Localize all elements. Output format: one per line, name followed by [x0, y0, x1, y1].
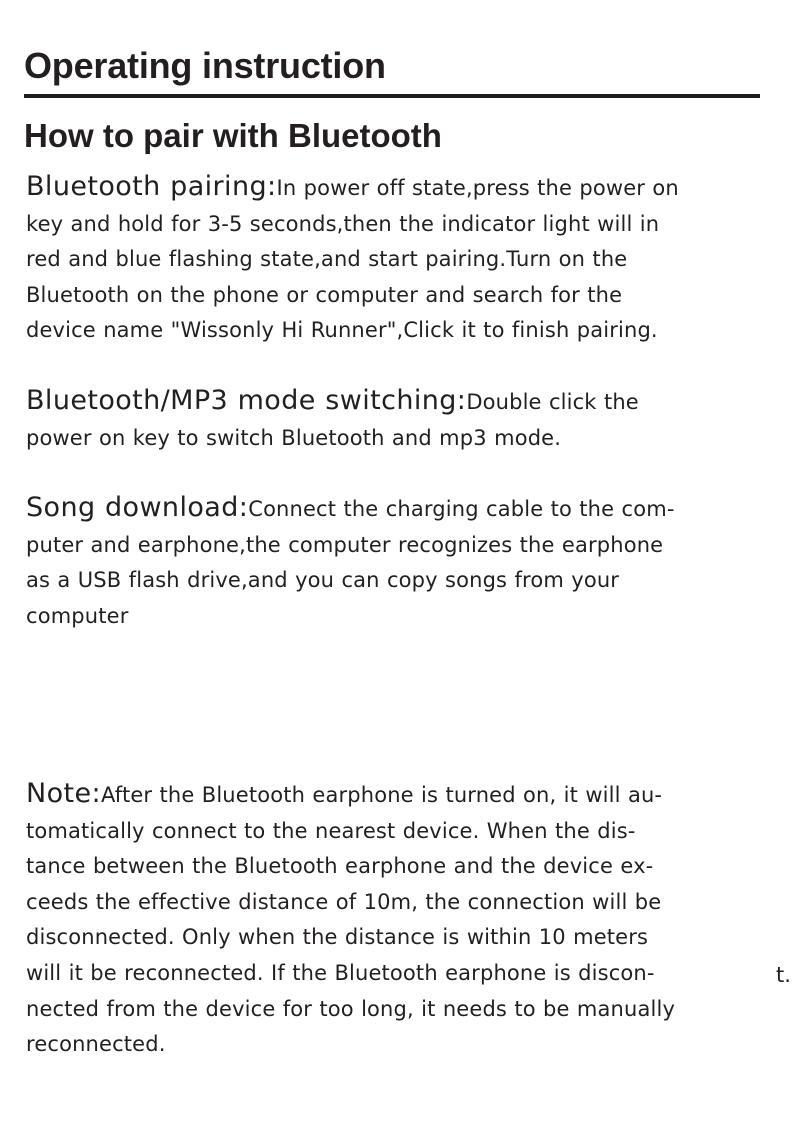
note-text-7: nected from the device for too long, it needs to be manually [26, 996, 676, 1021]
pairing-line-1 [26, 169, 756, 207]
pairing-text-4: Bluetooth on the phone or computer and search for the [26, 282, 623, 307]
mode-switch-line-1 [26, 383, 756, 421]
pairing-label: Bluetooth pairing: [26, 171, 277, 202]
page-title: Operating instruction [24, 45, 386, 86]
pairing-text-3: red and blue flashing state,and start pairing.Turn on the [26, 247, 628, 272]
pairing-text-2: key and hold for 3-5 seconds,then the indicator light will in [26, 211, 660, 236]
note-text-5: disconnected. Only when the distance is within 10 meters [26, 925, 649, 950]
pairing-text-1: In power off state,press the power on [276, 176, 679, 200]
note-text-6: will it be reconnected. If the Bluetooth earphone is discon- [26, 960, 655, 985]
note-text-8: reconnected. [26, 1032, 166, 1057]
note-line-1 [26, 776, 756, 814]
note-text-3: tance between the Bluetooth earphone and the device ex- [26, 854, 654, 879]
note-paragraph [26, 776, 756, 1063]
download-paragraph [26, 490, 756, 634]
section-title: How to pair with Bluetooth [24, 117, 442, 154]
download-text-2: puter and earphone,the computer recognizes the earphone [26, 532, 664, 557]
download-label: Song download: [26, 492, 249, 523]
stray-edge-text: t. [776, 963, 791, 987]
title-underline [24, 94, 760, 98]
mode-switch-text-1: Double click the [466, 390, 639, 414]
download-line-1 [26, 490, 756, 528]
download-text-4: computer [26, 603, 129, 628]
download-text-3: as a USB flash drive,and you can copy songs from your [26, 568, 620, 593]
mode-switch-text-2: power on key to switch Bluetooth and mp3 mode. [26, 425, 562, 450]
mode-switch-paragraph [26, 383, 756, 456]
mode-switch-label: Bluetooth/MP3 mode switching: [26, 385, 467, 416]
pairing-text-5: device name "Wissonly Hi Runner",Click it to finish pairing. [26, 318, 658, 343]
note-label: Note: [26, 778, 102, 809]
pairing-paragraph [26, 169, 756, 349]
download-text-1: Connect the charging cable to the com- [248, 497, 675, 521]
note-text-1: After the Bluetooth earphone is turned on, it will au- [101, 783, 663, 807]
note-text-4: ceeds the effective distance of 10m, the connection will be [26, 889, 662, 914]
note-text-2: tomatically connect to the nearest device. When the dis- [26, 818, 636, 843]
